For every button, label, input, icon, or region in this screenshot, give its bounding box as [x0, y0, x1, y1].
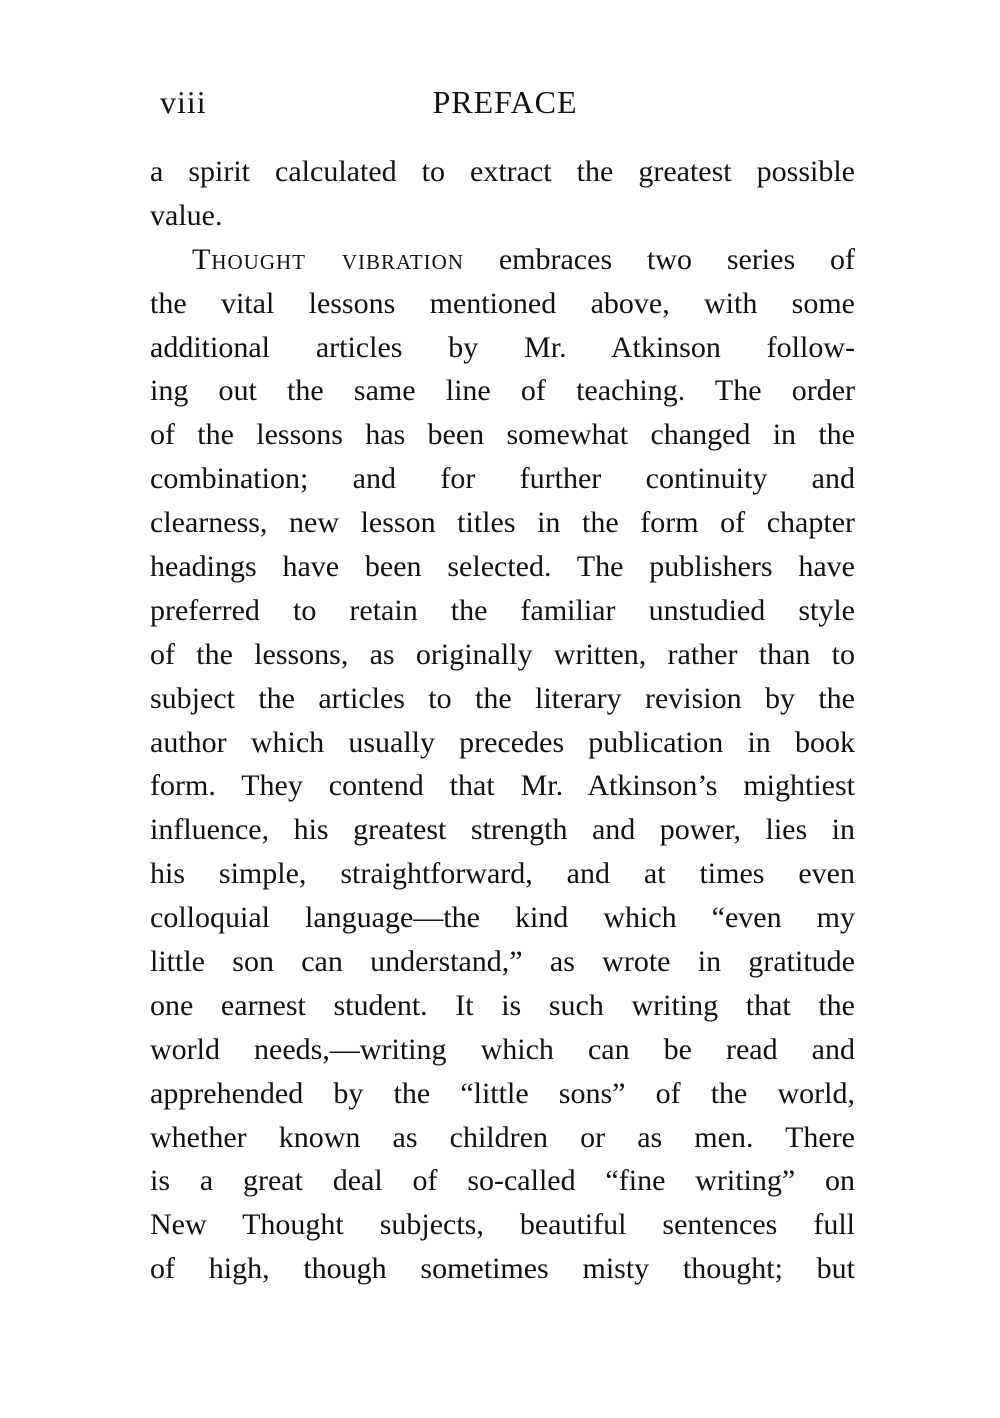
text-line: apprehended by the “little sons” of the world, [150, 1076, 855, 1110]
text-line: whether known as children or as men. There [150, 1120, 855, 1154]
book-title-smallcaps: Thought vibration [192, 242, 464, 276]
text-line: the vital lessons mentioned above, with some [150, 286, 855, 320]
text-line: author which usually precedes publication in book [150, 725, 855, 759]
text-line: colloquial language—the kind which “even my [150, 901, 855, 935]
text-line: influence, his greatest strength and power, lies in [150, 813, 855, 847]
text-line: little son can understand,” as wrote in gratitude [150, 945, 855, 979]
text-line: headings have been selected. The publishers have [150, 550, 855, 584]
text-line-rest: embraces two series of [464, 242, 855, 276]
page-header [160, 84, 850, 128]
text-line: of high, though sometimes misty thought; but [150, 1252, 855, 1286]
text-line: form. They contend that Mr. Atkinson’s mightiest [150, 769, 855, 803]
page-number: viii [160, 84, 207, 120]
text-line: preferred to retain the familiar unstudied style [150, 593, 855, 627]
text-line: ing out the same line of teaching. The order [150, 374, 855, 408]
text-line: of the lessons, as originally written, rather than to [150, 637, 855, 671]
running-head: PREFACE [432, 84, 578, 120]
text-line: value. [150, 198, 223, 232]
text-line: world needs,—writing which can be read and [150, 1032, 855, 1066]
text-line: a spirit calculated to extract the greatest possible [150, 155, 855, 188]
text-line: his simple, straightforward, and at times even [150, 857, 855, 891]
text-line [150, 238, 855, 282]
text-line: of the lessons has been somewhat changed in the [150, 418, 855, 452]
text-line: is a great deal of so-called “fine writing” on [150, 1164, 855, 1198]
text-line: combination; and for further continuity and [150, 462, 855, 496]
text-line: one earnest student. It is such writing that the [150, 988, 855, 1022]
body-text [150, 150, 855, 1291]
text-line: clearness, new lesson titles in the form of chapter [150, 506, 855, 540]
text-line: New Thought subjects, beautiful sentences full [150, 1208, 855, 1242]
text-line: subject the articles to the literary revision by the [150, 681, 855, 715]
text-line: additional articles by Mr. Atkinson follow- [150, 330, 855, 364]
